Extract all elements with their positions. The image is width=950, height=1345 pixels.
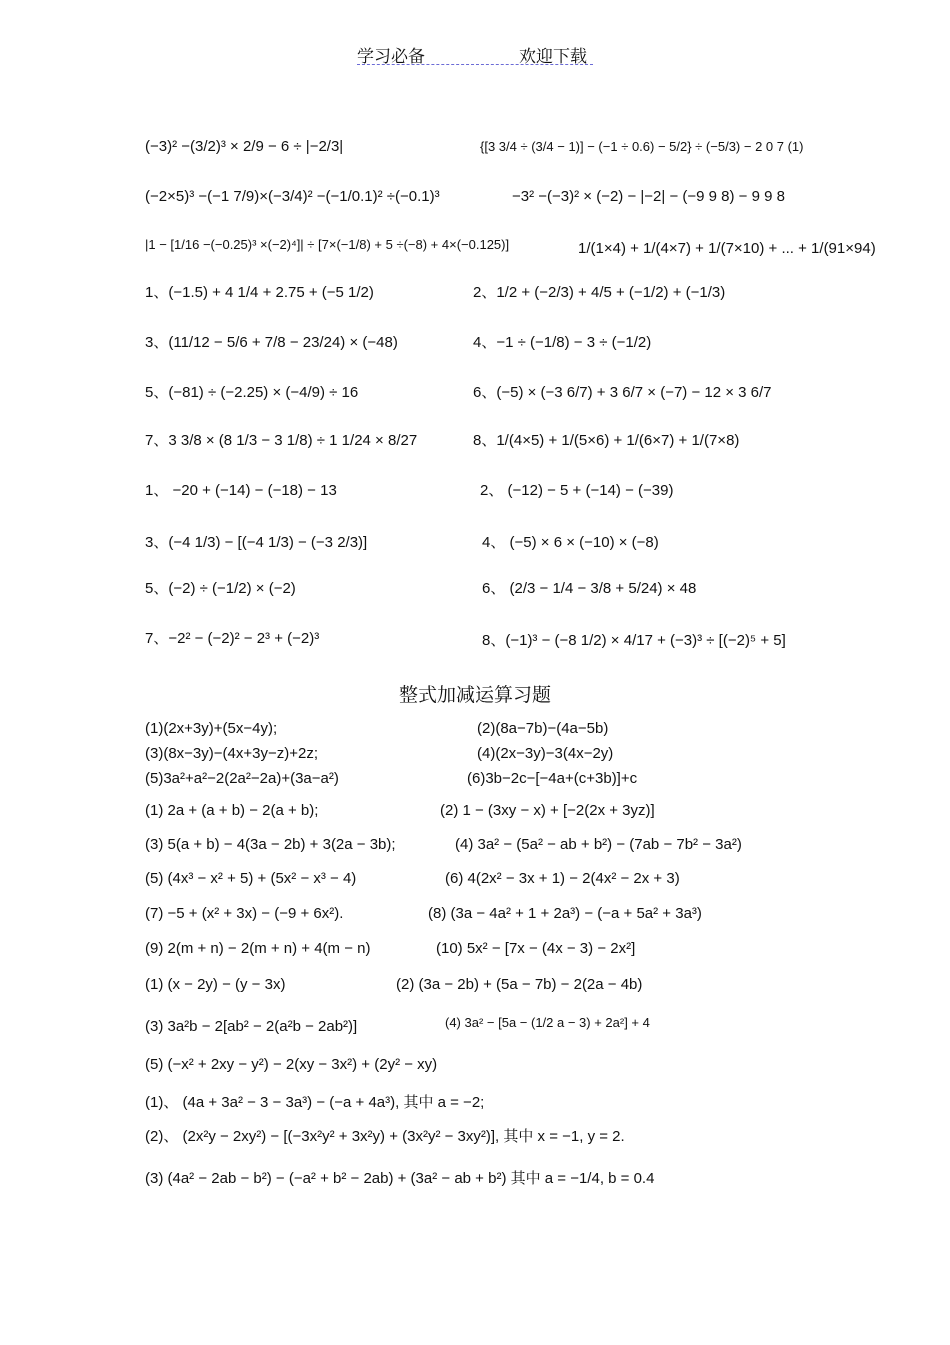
s2-row6-left: (7) −5 + (x² + 3x) − (−9 + 6x²).	[145, 905, 344, 922]
s1-row3-left: 1、(−1.5) + 4 1/4 + 2.75 + (−5 1/2)	[145, 284, 374, 301]
s2-row2-left: (5)3a²+a²−2(2a²−2a)+(3a−a²)	[145, 770, 339, 787]
s2-row0-left: (1)(2x+3y)+(5x−4y);	[145, 720, 278, 737]
s2-row4-right: (4) 3a² − (5a² − ab + b²) − (7ab − 7b² − 3a²)	[455, 836, 742, 853]
page-header	[357, 40, 593, 65]
s1-row2-right: 1/(1×4) + 1/(4×7) + 1/(7×10) + ... + 1/(91×94)	[578, 240, 876, 257]
s2-row0-right: (2)(8a−7b)−(4a−5b)	[477, 720, 609, 737]
s1-row7-left: 1、 −20 + (−14) − (−18) − 13	[145, 482, 337, 499]
s1-row3-right: 2、1/2 + (−2/3) + 4/5 + (−1/2) + (−1/3)	[473, 284, 726, 301]
section-title: 整式加减运算习题	[398, 684, 551, 706]
s1-row4-right: 4、−1 ÷ (−1/8) − 3 ÷ (−1/2)	[473, 334, 652, 351]
s2-row7-left: (9) 2(m + n) − 2(m + n) + 4(m − n)	[145, 940, 371, 957]
s2-row1-right: (4)(2x−3y)−3(4x−2y)	[477, 745, 614, 762]
s1-row6-right: 8、1/(4×5) + 1/(5×6) + 1/(6×7) + 1/(7×8)	[473, 432, 740, 449]
s1-row1-left: (−2×5)³ −(−1 7/9)×(−3/4)² −(−1/0.1)² ÷(−0.1)³	[145, 188, 440, 205]
s2-row7-right: (10) 5x² − [7x − (4x − 3) − 2x²]	[436, 940, 636, 957]
s2-row3-left: (1) 2a + (a + b) − 2(a + b);	[145, 802, 319, 819]
s2-row12-left: (2)、 (2x²y − 2xy²) − [(−3x²y² + 3x²y) + (3x²y² − 3xy²)], 其中 x = −1, y = 2.	[145, 1128, 625, 1145]
s2-row8-right: (2) (3a − 2b) + (5a − 7b) − 2(2a − 4b)	[396, 976, 643, 993]
s1-row5-right: 6、(−5) × (−3 6/7) + 3 6/7 × (−7) − 12 × 3 6/7	[473, 384, 772, 401]
s1-row6-left: 7、3 3/8 × (8 1/3 − 3 1/8) ÷ 1 1/24 × 8/27	[145, 432, 418, 449]
s2-row10-left: (5) (−x² + 2xy − y²) − 2(xy − 3x²) + (2y² − xy)	[145, 1056, 438, 1073]
s1-row1-right: −3² −(−3)² × (−2) − |−2| − (−9 9 8) − 9 9 8	[512, 188, 785, 205]
header-left: 学习必备	[357, 47, 425, 67]
s2-row11-left: (1)、 (4a + 3a² − 3 − 3a³) − (−a + 4a³), 其中 a = −2;	[145, 1094, 485, 1111]
s1-row2-left: |1 − [1/16 −(−0.25)³ ×(−2)⁴]| ÷ [7×(−1/8) + 5 ÷(−8) + 4×(−0.125)]	[145, 237, 510, 252]
s2-row6-right: (8) (3a − 4a² + 1 + 2a³) − (−a + 5a² + 3a³)	[428, 905, 702, 922]
s1-row5-left: 5、(−81) ÷ (−2.25) × (−4/9) ÷ 16	[145, 384, 359, 401]
s2-row8-left: (1) (x − 2y) − (y − 3x)	[145, 976, 286, 993]
s1-row10-right: 8、(−1)³ − (−8 1/2) × 4/17 + (−3)³ ÷ [(−2)⁵ + 5]	[482, 632, 786, 649]
header-right: 欢迎下载	[519, 47, 587, 67]
s2-row5-left: (5) (4x³ − x² + 5) + (5x² − x³ − 4)	[145, 870, 357, 887]
s2-row9-left: (3) 3a²b − 2[ab² − 2(a²b − 2ab²)]	[145, 1018, 358, 1035]
s1-row9-right: 6、 (2/3 − 1/4 − 3/8 + 5/24) × 48	[482, 580, 697, 597]
s1-row8-right: 4、 (−5) × 6 × (−10) × (−8)	[482, 534, 659, 551]
s2-row13-left: (3) (4a² − 2ab − b²) − (−a² + b² − 2ab) + (3a² − ab + b²) 其中 a = −1/4, b = 0.4	[145, 1170, 655, 1187]
s2-row4-left: (3) 5(a + b) − 4(3a − 2b) + 3(2a − 3b);	[145, 836, 396, 853]
s1-row8-left: 3、(−4 1/3) − [(−4 1/3) − (−3 2/3)]	[145, 534, 368, 551]
s1-row4-left: 3、(11/12 − 5/6 + 7/8 − 23/24) × (−48)	[145, 334, 398, 351]
s2-row1-left: (3)(8x−3y)−(4x+3y−z)+2z;	[145, 745, 318, 762]
s2-row3-right: (2) 1 − (3xy − x) + [−2(2x + 3yz)]	[440, 802, 655, 819]
s2-row2-right: (6)3b−2c−[−4a+(c+3b)]+c	[467, 770, 638, 787]
s1-row9-left: 5、(−2) ÷ (−1/2) × (−2)	[145, 580, 296, 597]
s1-row0-left: (−3)² −(3/2)³ × 2/9 − 6 ÷ |−2/3|	[145, 138, 344, 155]
s1-row7-right: 2、 (−12) − 5 + (−14) − (−39)	[480, 482, 674, 499]
s2-row9-right: (4) 3a² − [5a − (1/2 a − 3) + 2a²] + 4	[445, 1015, 650, 1030]
s1-row10-left: 7、−2² − (−2)² − 2³ + (−2)³	[145, 630, 320, 647]
s2-row5-right: (6) 4(2x² − 3x + 1) − 2(4x² − 2x + 3)	[445, 870, 680, 887]
s1-row0-right: {[3 3/4 ÷ (3/4 − 1)] − (−1 ÷ 0.6) − 5/2} ÷ (−5/3) − 2 0 7 (1)	[480, 139, 804, 154]
